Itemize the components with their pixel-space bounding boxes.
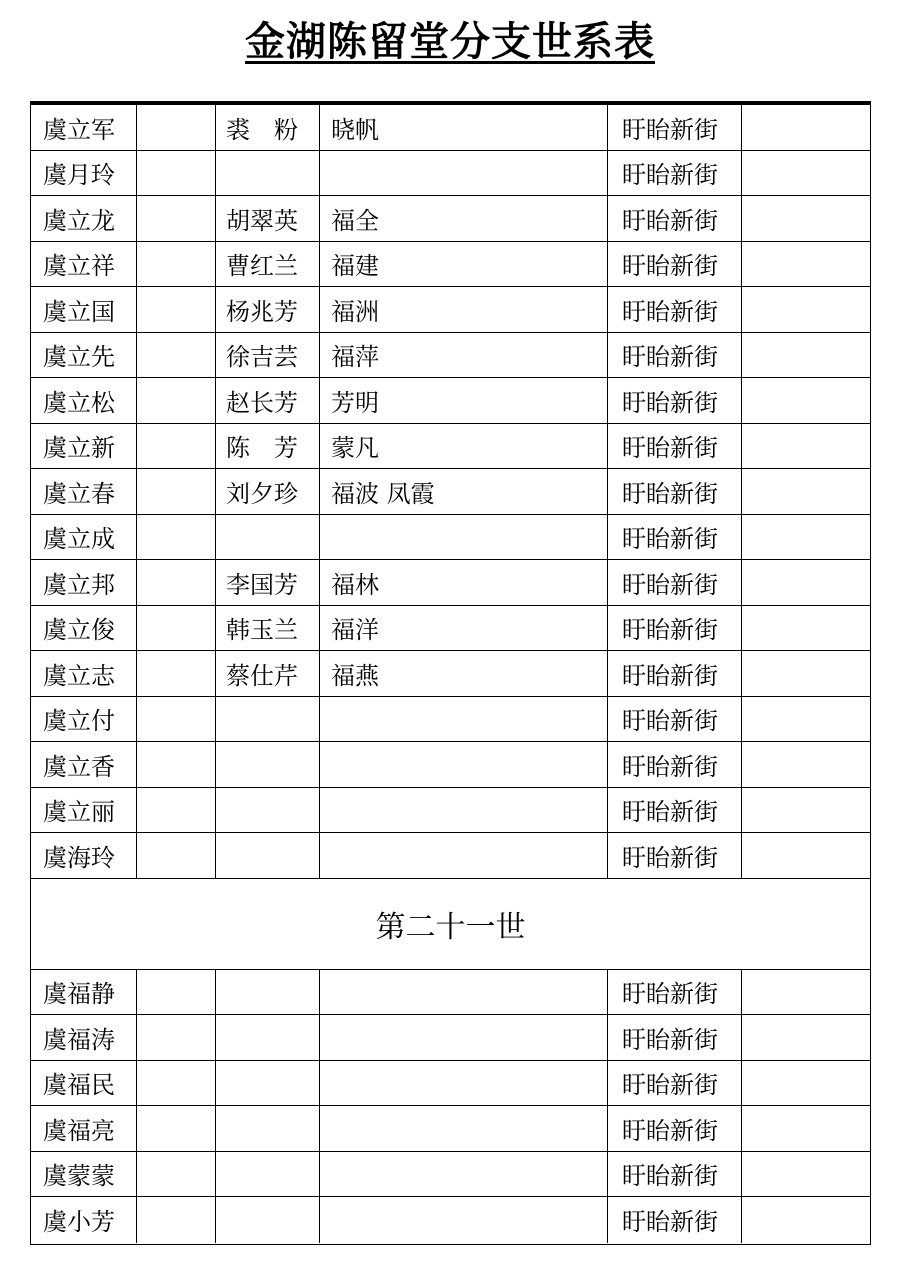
spouse-cell: [216, 1197, 320, 1243]
table-row: [31, 1197, 870, 1243]
spouse-cell: [216, 1152, 320, 1197]
blank-cell: [137, 606, 216, 651]
spouse-cell: [216, 742, 320, 787]
name-cell: 虞福涛: [31, 1015, 137, 1060]
name-cell: 虞立松: [31, 378, 137, 423]
address-cell: 盱眙新街: [608, 333, 742, 378]
address-cell: 盱眙新街: [608, 469, 742, 514]
blank-cell: [742, 378, 870, 423]
table-row: [31, 333, 870, 379]
blank-cell: [137, 1061, 216, 1106]
blank-cell: [137, 105, 216, 150]
blank-cell: [742, 742, 870, 787]
address-cell: 盱眙新街: [608, 697, 742, 742]
spouse-cell: [216, 833, 320, 878]
spouse-cell: 陈 芳: [216, 424, 320, 469]
table-row: [31, 651, 870, 697]
children-cell: [320, 697, 608, 742]
blank-cell: [137, 378, 216, 423]
table-row: [31, 606, 870, 652]
spouse-cell: [216, 788, 320, 833]
children-cell: 福建: [320, 242, 608, 287]
spouse-cell: [216, 515, 320, 560]
address-cell: 盱眙新街: [608, 560, 742, 605]
name-cell: 虞立军: [31, 105, 137, 150]
address-cell: 盱眙新街: [608, 151, 742, 196]
table-row: [31, 697, 870, 743]
name-cell: 虞小芳: [31, 1197, 137, 1243]
spouse-cell: 蔡仕芹: [216, 651, 320, 696]
blank-cell: [137, 1197, 216, 1243]
name-cell: 虞福民: [31, 1061, 137, 1106]
address-cell: 盱眙新街: [608, 1197, 742, 1243]
address-cell: 盱眙新街: [608, 242, 742, 287]
name-cell: 虞立香: [31, 742, 137, 787]
blank-cell: [742, 697, 870, 742]
address-cell: 盱眙新街: [608, 1061, 742, 1106]
spouse-cell: 韩玉兰: [216, 606, 320, 651]
blank-cell: [137, 333, 216, 378]
children-cell: 福燕: [320, 651, 608, 696]
children-cell: [320, 1106, 608, 1151]
blank-cell: [742, 515, 870, 560]
name-cell: 虞蒙蒙: [31, 1152, 137, 1197]
address-cell: 盱眙新街: [608, 378, 742, 423]
blank-cell: [742, 424, 870, 469]
name-cell: 虞立龙: [31, 196, 137, 241]
children-cell: [320, 970, 608, 1015]
name-cell: 虞立丽: [31, 788, 137, 833]
blank-cell: [742, 788, 870, 833]
address-cell: 盱眙新街: [608, 287, 742, 332]
table-row: [31, 287, 870, 333]
name-cell: 虞福静: [31, 970, 137, 1015]
blank-cell: [742, 196, 870, 241]
children-cell: [320, 1061, 608, 1106]
blank-cell: [137, 196, 216, 241]
spouse-cell: 曹红兰: [216, 242, 320, 287]
name-cell: 虞月玲: [31, 151, 137, 196]
address-cell: 盱眙新街: [608, 1106, 742, 1151]
name-cell: 虞立付: [31, 697, 137, 742]
spouse-cell: [216, 697, 320, 742]
name-cell: 虞海玲: [31, 833, 137, 878]
name-cell: 虞立俊: [31, 606, 137, 651]
children-cell: 福林: [320, 560, 608, 605]
spouse-cell: 徐吉芸: [216, 333, 320, 378]
blank-cell: [742, 242, 870, 287]
table-row: [31, 378, 870, 424]
name-cell: 虞立志: [31, 651, 137, 696]
children-cell: 福全: [320, 196, 608, 241]
blank-cell: [742, 1061, 870, 1106]
children-cell: 福萍: [320, 333, 608, 378]
name-cell: 虞立国: [31, 287, 137, 332]
address-cell: 盱眙新街: [608, 105, 742, 150]
blank-cell: [742, 1197, 870, 1243]
table-row: [31, 515, 870, 561]
children-cell: [320, 515, 608, 560]
blank-cell: [137, 1152, 216, 1197]
table-row: [31, 742, 870, 788]
spouse-cell: [216, 1106, 320, 1151]
page-title: 金湖陈留堂分支世系表: [245, 19, 655, 65]
address-cell: 盱眙新街: [608, 515, 742, 560]
address-cell: 盱眙新街: [608, 651, 742, 696]
spouse-cell: [216, 970, 320, 1015]
table-row: [31, 196, 870, 242]
spouse-cell: 裘 粉: [216, 105, 320, 150]
genealogy-table: [30, 101, 871, 1245]
address-cell: 盱眙新街: [608, 742, 742, 787]
blank-cell: [742, 833, 870, 878]
name-cell: 虞立成: [31, 515, 137, 560]
spouse-cell: [216, 1015, 320, 1060]
blank-cell: [137, 1106, 216, 1151]
spouse-cell: 李国芳: [216, 560, 320, 605]
blank-cell: [137, 424, 216, 469]
address-cell: 盱眙新街: [608, 788, 742, 833]
table-row: [31, 833, 870, 879]
blank-cell: [742, 1152, 870, 1197]
name-cell: 虞立春: [31, 469, 137, 514]
blank-cell: [137, 833, 216, 878]
blank-cell: [137, 697, 216, 742]
name-cell: 虞立先: [31, 333, 137, 378]
table-row: [31, 1061, 870, 1107]
spouse-cell: [216, 1061, 320, 1106]
spouse-cell: 刘夕珍: [216, 469, 320, 514]
blank-cell: [742, 560, 870, 605]
blank-cell: [137, 242, 216, 287]
blank-cell: [742, 651, 870, 696]
table-row: [31, 424, 870, 470]
blank-cell: [742, 287, 870, 332]
children-cell: [320, 1152, 608, 1197]
blank-cell: [137, 560, 216, 605]
children-cell: [320, 1015, 608, 1060]
address-cell: 盱眙新街: [608, 970, 742, 1015]
address-cell: 盱眙新街: [608, 196, 742, 241]
spouse-cell: 杨兆芳: [216, 287, 320, 332]
blank-cell: [137, 515, 216, 560]
blank-cell: [137, 287, 216, 332]
children-cell: 福波 凤霞: [320, 469, 608, 514]
table-row: [31, 560, 870, 606]
address-cell: 盱眙新街: [608, 833, 742, 878]
blank-cell: [742, 105, 870, 150]
blank-cell: [137, 788, 216, 833]
table-row: [31, 469, 870, 515]
children-cell: [320, 833, 608, 878]
blank-cell: [742, 151, 870, 196]
children-cell: [320, 788, 608, 833]
blank-cell: [742, 469, 870, 514]
children-cell: [320, 1197, 608, 1243]
children-cell: 福洲: [320, 287, 608, 332]
address-cell: 盱眙新街: [608, 424, 742, 469]
name-cell: 虞立新: [31, 424, 137, 469]
table-row: [31, 242, 870, 288]
table-row: [31, 151, 870, 197]
address-cell: 盱眙新街: [608, 606, 742, 651]
children-cell: [320, 151, 608, 196]
blank-cell: [137, 151, 216, 196]
children-cell: 蒙凡: [320, 424, 608, 469]
children-cell: 福洋: [320, 606, 608, 651]
name-cell: 虞福亮: [31, 1106, 137, 1151]
blank-cell: [137, 1015, 216, 1060]
table-row: [31, 105, 870, 151]
table-row: [31, 788, 870, 834]
table-row: [31, 1152, 870, 1198]
table-row: [31, 970, 870, 1016]
children-cell: 晓帆: [320, 105, 608, 150]
name-cell: 虞立祥: [31, 242, 137, 287]
children-cell: 芳明: [320, 378, 608, 423]
spouse-cell: [216, 151, 320, 196]
address-cell: 盱眙新街: [608, 1152, 742, 1197]
generation-heading: 第二十一世: [31, 879, 870, 970]
blank-cell: [742, 1106, 870, 1151]
blank-cell: [742, 1015, 870, 1060]
blank-cell: [742, 970, 870, 1015]
blank-cell: [137, 469, 216, 514]
blank-cell: [137, 970, 216, 1015]
blank-cell: [742, 606, 870, 651]
table-row: [31, 1106, 870, 1152]
blank-cell: [137, 742, 216, 787]
spouse-cell: 赵长芳: [216, 378, 320, 423]
children-cell: [320, 742, 608, 787]
table-row: [31, 1015, 870, 1061]
address-cell: 盱眙新街: [608, 1015, 742, 1060]
blank-cell: [137, 651, 216, 696]
blank-cell: [742, 333, 870, 378]
spouse-cell: 胡翠英: [216, 196, 320, 241]
name-cell: 虞立邦: [31, 560, 137, 605]
